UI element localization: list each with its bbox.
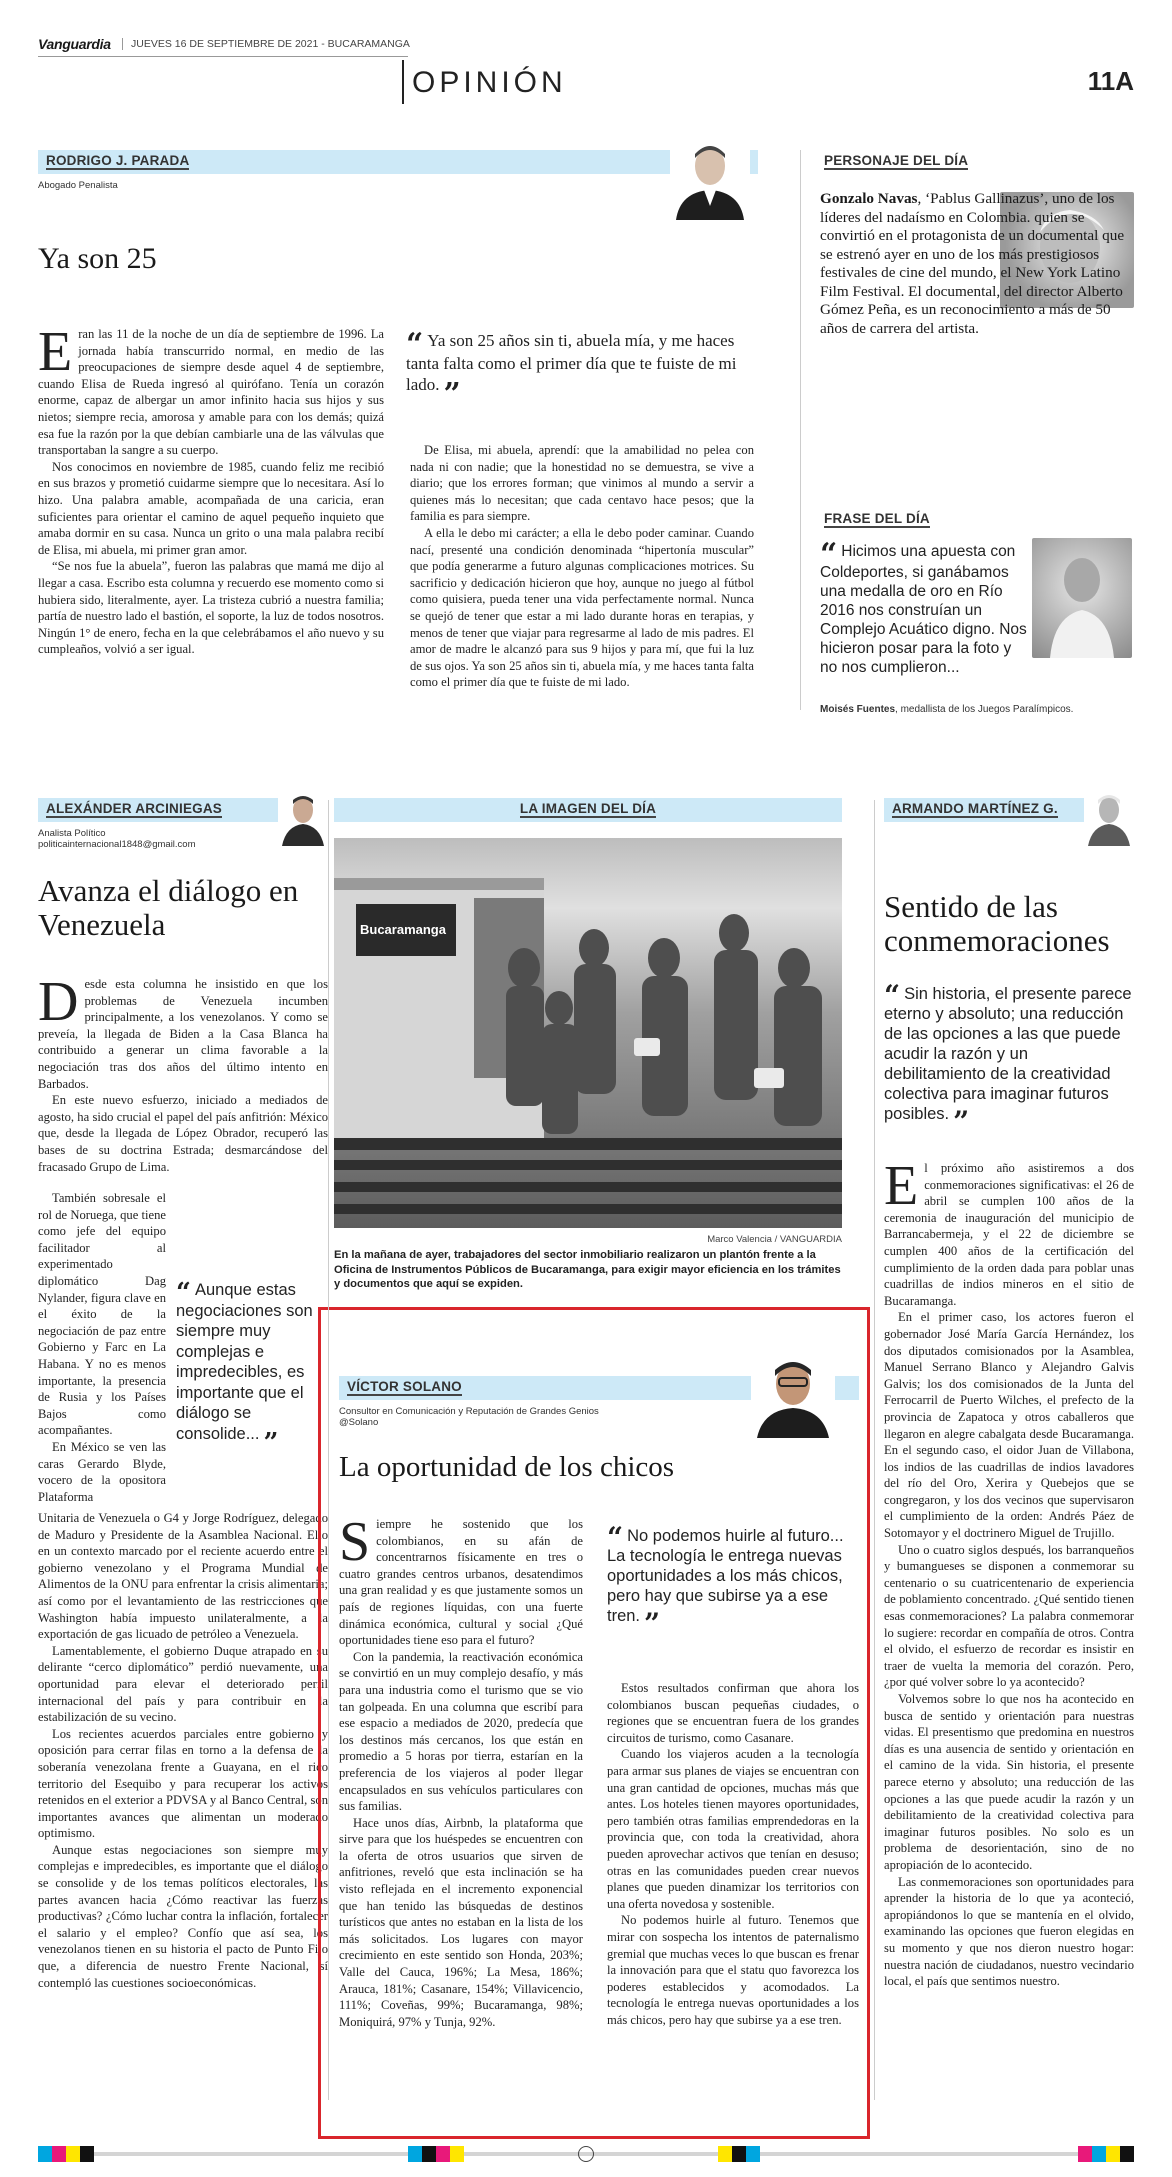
paragraph: Nos conocimos en noviembre de 1985, cuando feliz me recibió en sus brazos y prometió cuidarme siempre que lo necesitara. Así lo hizo. Una palabra amable, acompañada de una caricia, eran suficientes para orientar el camino de aquel pequeño inquieto que amaba dormir en su casa. Nunca un grito o una mala palabra recibí de Elisa, mi abuela, mi primer gran amor.: [38, 459, 384, 557]
frase-del-dia: [820, 508, 1134, 718]
frase-tag-label: FRASE DEL DÍA: [824, 511, 930, 526]
column-rule: [328, 800, 329, 2100]
color-swatch: [718, 2146, 732, 2162]
author-handle: @Solano: [339, 1417, 379, 1428]
article-body-left: [38, 321, 384, 658]
news-photo: [334, 838, 842, 1228]
open-quote-icon: “: [406, 327, 424, 362]
author-photo: [278, 790, 328, 846]
open-quote-icon: “: [607, 1521, 624, 1554]
paragraph: “Se nos fue la abuela”, fueron las palabras que mamá me dijo al llegar a casa. Escribo esta columna y recuerdo ese momento como si hubiera sido, literalmente, ayer. La tristeza cubrió a nuestra familia; partía de nuestro lado el bastión, el soporte, la luz de todos nosotros. Ningún 1° de enero, fecha en la que celebrábamos el año nuevo y su cumpleaños, volvió a ser igual.: [38, 559, 384, 657]
author-name: ALEXÁNDER ARCINIEGAS: [46, 801, 223, 816]
drop-cap: E: [38, 321, 73, 383]
personaje-description: , ‘Pablus Gallinazus’, uno de los líderes del nadaísmo en Colombia. quien se convirtió en el protagonista de un documental que se estrenó ayer en uno de los más prestigiosos festivales de cine del mundo, el New York Latino Film Festival. El documental, del director Alberto Gómez Peña, es un reconocimiento a más de 50 años de carrera del artista.: [820, 190, 1125, 337]
pull-quote: [884, 979, 1134, 1138]
paragraph: Con la pandemia, la reactivación económica se convirtió en un muy complejo desafío, y más para una industria como el turismo que se vio tan golpeada. En una columna que escribí para ese espacio a mediados de 2020, predecía que los destinos más cercanos, los que están en promedio a 5 horas por tierra, estarían en la preferencia de los viajeros al poder llegar encapsulados en sus vehículos particulares con sus familias.: [339, 1649, 583, 1814]
close-quote-icon: ”: [644, 1607, 661, 1640]
author-name: ARMANDO MARTÍNEZ G.: [892, 801, 1058, 816]
paragraph: ran las 11 de la noche de un día de septiembre de 1996. La jornada había transcurrido normal, en medio de las preocupaciones de siempre desde aquel 4 de septiembre, cuando Elisa de Rueda ingresó al quirófano. Tenía un corazón enorme, capaz de albergar un amor infinito hacia sus hijos y sus nietos; siempre recia, amorosa y amable para con los demás; quizá esa fue la razón por la que debían cambiarle una de las válvulas que transportaban la sangre a su cuerpo.: [38, 327, 384, 458]
article-body-right: [410, 442, 754, 691]
color-swatch: [1106, 2146, 1120, 2162]
paragraph: esde esta columna he insistido en que los problemas de Venezuela incumben principalmente, a los venezolanos. Y como se preveía, la llegada de Biden a la Casa Blanca ha contribuido a generar un clima favorable a la negociación tras dos años del último intento en Barbados.: [38, 977, 328, 1091]
author-name: RODRIGO J. PARADA: [46, 153, 190, 168]
personaje-tag-label: PERSONAJE DEL DÍA: [824, 153, 969, 168]
column-rule: [874, 800, 875, 2100]
dateline: JUEVES 16 DE SEPTIEMBRE DE 2021 - BUCARAMANGA: [122, 38, 410, 50]
portrait-icon: [751, 1350, 835, 1438]
registration-mark-icon: [578, 2146, 594, 2162]
article-body-top: [38, 971, 328, 1175]
article-title: Sentido de las conmemoraciones: [884, 889, 1110, 958]
column-rule: [800, 150, 801, 710]
column-solano: [318, 1307, 870, 2139]
photo-caption: En la mañana de ayer, trabajadores del sector inmobiliario realizaron un plantón frente a la Oficina de Instrumentos Públicos de Bucaramanga, para exigir mayor eficiencia en los trámites y documentos que aquí se expiden.: [334, 1249, 841, 1291]
personaje-del-dia: [820, 150, 1134, 440]
author-photo: [751, 1350, 835, 1438]
paragraph: Cuando los viajeros acuden a la tecnología para armar sus planes de viajes se encuentran con una gran cantidad de opciones, muchas más que antes. Los hoteles tienen mayores oportunidades, pero también otras familias emprendedoras en la provincia que, con toda la creatividad, ahora pueden aprovechar activos que tenían en desuso; otras en las comunidades pueden crear nuevos planes que pueden dinamizar los territorios con una oferta novedosa y sostenible.: [607, 1747, 859, 1911]
column-arciniegas: [38, 790, 328, 2110]
article-title: Ya son 25: [38, 242, 157, 275]
color-swatch: [408, 2146, 422, 2162]
frase-photo: [1032, 538, 1132, 658]
paragraph: iempre he sostenido que los colombianos, en su afán de concentrarnos físicamente en tres o cuatro grandes centros urbanos, desatendimos una gran realidad y es que justamente somos un país de regiones líquidas, con una fuerte dinámica económica, cultural y social ¿Qué oportunidades tiene eso para el futuro?: [339, 1517, 583, 1648]
paragraph: Unitaria de Venezuela o G4 y Jorge Rodríguez, delegado de Maduro y Presidente de la Asamblea Nacional. Ello en un contexto marcado por el reciente acuerdo entre el gobierno venezolano y el Programa Mundial de Alimentos de la ONU para enfrentar la crisis alimentaria; así como por el levantamiento de las restricciones que Washington había impuesto unilateralmente, a la exportación de gas licuado de petróleo a Venezuela.: [38, 1511, 328, 1642]
paragraph: Los recientes acuerdos parciales entre gobierno y oposición para cerrar filas en torno a la defensa de la soberanía venezolana frente a Guayana, en el rico territorio del Esequibo y para recuperar los activos retenidos en el exterior a PDVSA y al Banco Central, son importantes avances que alimentan un moderado optimismo.: [38, 1726, 328, 1841]
color-swatch: [450, 2146, 464, 2162]
masthead: [38, 32, 1134, 102]
drop-cap: D: [38, 971, 79, 1033]
paragraph: En este nuevo esfuerzo, iniciado a mediados de agosto, ha sido crucial el papel del país anfitrión: México que, desde la llegada de López Obrador, recuperó las bases de su doctrina Estrada; desmarcándose del fracasado Grupo de Lima.: [38, 1093, 328, 1174]
color-swatch: [436, 2146, 450, 2162]
imagen-del-dia: [334, 798, 842, 1300]
frase-quote-text: Hicimos una apuesta con Coldeportes, si ganábamos una medalla de oro en Río 2016 nos construían un Complejo Acuático digno. Nos hicieron posar para la foto y no nos cumplieron...: [820, 543, 1027, 676]
color-swatch: [1078, 2146, 1092, 2162]
paragraph: No podemos huirle al futuro. Tenemos que mirar con sospecha los intentos de paternalismo gremial que muchas veces lo que buscan es frenar la innovación para que el statu quo favorezca los poderes establecidos y acomodados. La tecnología le entrega nuevas oportunidades a los más chicos, pero hay que subirse ya a ese tren.: [607, 1913, 859, 2027]
author-photo: [670, 136, 750, 220]
paragraph: Volvemos sobre lo que nos ha acontecido en busca de sentido y orientación para nuestras vidas. El presentismo que predomina en nuestros días es una ausencia de sentido y orientación en el camino de la vida. Sin historia, el presente parece eterno y absoluto; una reducción de las opciones a las que puede acudir la razón y un debilitamiento de la creatividad colectiva para imaginar futuros posibles. No solo es un problema de desorientación, sino de no apropiación de lo acontecido.: [884, 1692, 1134, 1872]
pull-quote-text: Aunque estas negociaciones son siempre muy complejas e impredecibles, es importante que el diálogo se consolide...: [176, 1281, 313, 1443]
personaje-text: [820, 190, 1134, 338]
article-body-left: [339, 1511, 583, 2030]
author-name: VÍCTOR SOLANO: [347, 1379, 462, 1394]
building-sign: Bucaramanga: [360, 922, 446, 937]
article-body-right: [607, 1680, 859, 2028]
photo-scene: [334, 838, 842, 1228]
color-swatch: [52, 2146, 66, 2162]
paragraph: En el primer caso, los actores fueron el gobernador José María García Hernández, los dos diputados comisionados por la Asamblea, Manuel Serrano Blanco y Alejandro Galvis Galvis; los dos comisionados de la Junta del Ferrocarril de Puerto Wilches, el prefecto de la provincia de Zapatoca y otros caballeros que llegaron en alegre cabalgata desde Bucaramanga. En el segundo caso, el oidor Juan de Villabona, los indios de las cuadrillas de indios lavadores del río del Oro, Xerira y Quebejos que se congregaron, y los dos vecinos que supervisaron el cumplimiento de la orden: Andrés Páez de Sotomayor y el doctrinero Miguel de Trujillo.: [884, 1310, 1134, 1541]
pull-quote: [607, 1521, 859, 1640]
column-parada: [38, 150, 758, 720]
color-swatch: [732, 2146, 746, 2162]
portrait-icon: [670, 136, 750, 220]
article-body: [884, 1155, 1134, 1990]
pull-quote: [176, 1278, 326, 1458]
article-title: Avanza el diálogo en Venezuela: [38, 873, 299, 942]
frase-author: Moisés Fuentes: [820, 704, 896, 715]
personaje-tag: [820, 150, 1120, 174]
frase-attribution: [820, 704, 1073, 715]
color-swatch: [66, 2146, 80, 2162]
paragraph: Uno o cuatro siglos después, los barranqueños y bumangueses se disponen a conmemorar su centenario o su cuatricentenario de experiencia de poblamiento concentrado. ¿Qué sentido tienen esas conmemoraciones? La palabra conmemorar lo sugiere: recordar en compañía de otros. Contra el olvido, el esfuerzo de recordar es insistir en traer de vuelta la memoria del corazón. Pero, ¿por qué volver sobre lo ya acontecido?: [884, 1542, 1134, 1690]
author-role: Analista Político: [38, 828, 106, 839]
article-body-bottom: [38, 1510, 328, 1991]
drop-cap: E: [884, 1155, 919, 1217]
close-quote-icon: ”: [263, 1427, 279, 1458]
frase-quote: [820, 537, 1032, 677]
author-role: Consultor en Comunicación y Reputación de Grandes Genios: [339, 1406, 599, 1417]
color-swatch: [1120, 2146, 1134, 2162]
brand-logo: Vanguardia: [38, 36, 111, 52]
color-swatch: [1092, 2146, 1106, 2162]
paragraph: Las conmemoraciones son oportunidades para aprender la historia de lo que ya aconteció, apropiándonos lo que se mantenía en el olvido, examinando las opciones que fueron elegidas en su momento y que nos dieron nuestro hogar: nuestra nación de ciudadanos, nuestro vecindario local, el país que sentimos nuestro.: [884, 1874, 1134, 1989]
section-divider: [402, 60, 404, 104]
paragraph: Lamentablemente, el gobierno Duque atrapado en su delirante “cerco diplomático” perdió nuevamente, una oportunidad para elevar el deteriorado perfil internacional del país y para contribuir en la estabilización de su vecino.: [38, 1643, 328, 1725]
pull-quote-text: Ya son 25 años sin ti, abuela mía, y me haces tanta falta como el primer día que te fuiste de mi lado.: [406, 331, 737, 394]
paragraph: De Elisa, mi abuela, aprendí: que la amabilidad no pelea con nada ni con nadie; que la honestidad no se demuestra, se vive a diario; que los errores forman; que vinimos al mundo a servir a quienes más lo necesitan; que cada centavo hace pesos; que la familia es para siempre.: [410, 443, 754, 524]
author-role: Abogado Penalista: [38, 180, 118, 191]
close-quote-icon: ”: [953, 1105, 970, 1138]
color-swatch: [746, 2146, 760, 2162]
portrait-icon: [1084, 790, 1134, 846]
author-tag: [38, 150, 758, 174]
pull-quote-text: Sin historia, el presente parece eterno y absoluto; una reducción de las opciones a las que puede acudir la razón y un debilitamiento de la creatividad colectiva para imaginar futuros posibles.: [884, 985, 1132, 1123]
open-quote-icon: “: [820, 537, 838, 572]
color-swatch: [38, 2146, 52, 2162]
paragraph: Aunque estas negociaciones son siempre muy complejas e impredecibles, es importante que el diálogo se consolide y de los temas políticos electorales, las partes avancen hacia ¿Cómo reactivar las fuerzas productivas? ¿Cómo luchar contra la inflación, fortalecer el salario y el empleo? Confío que así sea, los venezolanos tienen en su historia el pacto de Punto Fijo que, a diferencia de nuestro Frente Nacional, sí contempló las cuestiones socioeconómicas.: [38, 1842, 328, 1990]
imagen-tag: [334, 798, 842, 822]
pull-quote: [406, 327, 754, 412]
personaje-name: Gonzalo Navas: [820, 190, 918, 207]
paragraph: A ella le debo mi carácter; a ella le debo poder caminar. Cuando nací, presenté una condición denominada “hipertonía muscular” que podía generarme a futuro algunas complicaciones motrices. Su sacrificio y dedicación hicieron que hoy, aunque no juego al fútbol como quisiera, pueda tener una vida perfectamente normal. Nunca se quejó de tener que estar a mi lado durante horas en terapias, y menos de tener que viajar para regresarme al lado de mis padres. El amor de madre le alcanzó para sus 9 hijos y para mí, que fui la luz de sus ojos. Ya son 25 años sin ti, abuela mía, y me haces tanta falta como el primer día que te fuiste de mi lado.: [410, 525, 754, 690]
color-swatch: [80, 2146, 94, 2162]
paragraph: En México se ven las caras Gerardo Blyde, vocero de la opositora Plataforma: [38, 1439, 166, 1504]
photo-credit: Marco Valencia / VANGUARDIA: [707, 1234, 842, 1245]
frase-tag: [820, 508, 1120, 532]
header-rule: [38, 56, 408, 57]
author-photo: [1084, 790, 1134, 846]
article-body-narrow: [38, 1190, 166, 1505]
page-number: 11A: [1087, 66, 1134, 96]
frase-author-role: , medallista de los Juegos Paralímpicos.: [895, 704, 1074, 715]
print-color-bar: [38, 2146, 1134, 2162]
open-quote-icon: “: [176, 1278, 191, 1308]
close-quote-icon: ”: [443, 377, 461, 412]
portrait-icon: [278, 790, 328, 846]
paragraph: También sobresale el rol de Noruega, que tiene como jefe del equipo facilitador al experimentado diplomático Dag Nylander, figura clave en el éxito de la negociación de paz entre Gobierno y Farc en La Habana. Y no es menos importante, la presencia de Rusia y los Países Bajos como acompañantes.: [38, 1191, 166, 1438]
paragraph: l próximo año asistiremos a dos conmemoraciones significativas: el 26 de abril se cumplen 100 años de la ceremonia de inauguración del municipio de Barrancabermeja, y el 22 de diciembre se cumplen 400 años de la certificación del cumplimiento de la orden dada para poblar unas cuadrillas de indios mineros en el sitio de Bucaramanga.: [884, 1161, 1134, 1308]
pull-quote-text: No podemos huirle al futuro... La tecnología le entrega nuevas oportunidades a los más chicos, pero hay que subirse ya a ese tren.: [607, 1527, 844, 1625]
open-quote-icon: “: [884, 979, 901, 1012]
author-email: politicainternacional1848@gmail.com: [38, 839, 196, 850]
imagen-tag-label: LA IMAGEN DEL DÍA: [519, 801, 657, 816]
drop-cap: S: [339, 1511, 371, 1573]
portrait-icon: [1032, 538, 1132, 658]
paragraph: Hace unos días, Airbnb, la plataforma que sirve para que los huéspedes se encuentren con la oferta de otros usuarios que sirven de anfitriones, reveló que esta inclinación se ha visto reflejada en el incremento exponencial que han tenido las búsquedas de destinos turísticos que antes no estaban en la lista de los más solicitados. Los lugares con mayor crecimiento en este sentido son Honda, 203%; Valle del Cauca, 196%; La Mesa, 186%; Arauca, 181%; Casanare, 154%; Villavicencio, 111%; Coveñas, 99%; Bucaramanga, 98%; Moniquirá, 97% y Tunja, 92%.: [339, 1815, 583, 2029]
article-title: La oportunidad de los chicos: [339, 1451, 675, 1483]
column-martinez: [884, 790, 1134, 2110]
paragraph: Estos resultados confirman que ahora los colombianos buscan pequeñas ciudades, o regiones que se encuentran fuera de los grandes circuitos de turismo, como Casanare.: [607, 1681, 859, 1745]
section-title: OPINIÓN: [412, 66, 567, 99]
color-swatch: [422, 2146, 436, 2162]
